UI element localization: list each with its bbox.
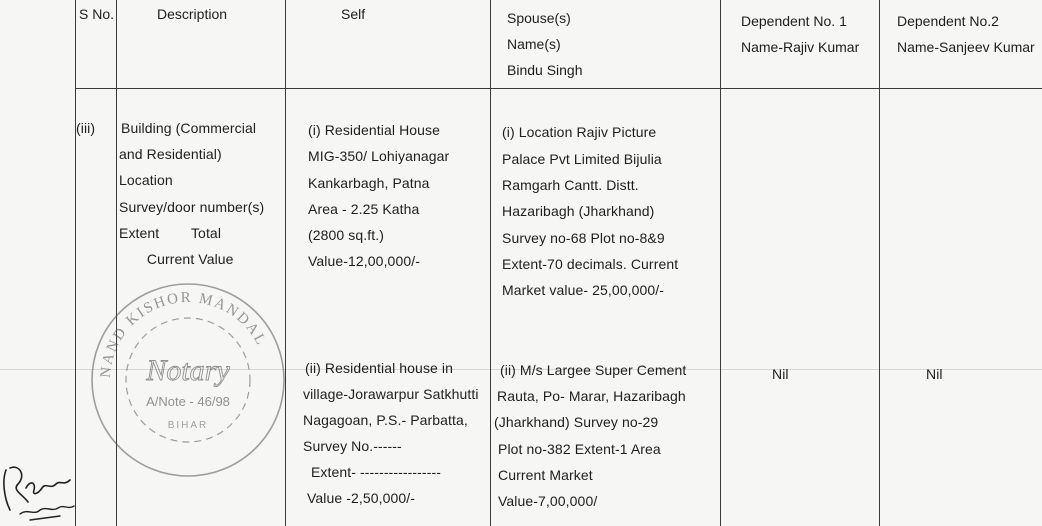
spouse-2-value: Value-7,00,000/ bbox=[498, 493, 598, 509]
description-line: Location bbox=[119, 172, 173, 188]
description-line: Current Value bbox=[119, 251, 234, 267]
header-dep2-line: Dependent No.2 bbox=[897, 13, 999, 29]
stamp-title: Notary bbox=[146, 354, 230, 387]
stamp-name: NAND KISHOR MANDAL bbox=[97, 289, 270, 379]
spouse-1-line: Hazaribagh (Jharkhand) bbox=[502, 203, 655, 219]
header-row-divider bbox=[75, 88, 1042, 89]
spouse-2-line: (Jharkhand) Survey no-29 bbox=[494, 414, 659, 430]
spouse-2-line: Current Market bbox=[498, 467, 593, 483]
spouse-2-line: (ii) M/s Largee Super Cement bbox=[500, 362, 687, 378]
column-divider bbox=[720, 0, 721, 526]
self-1-line: Area - 2.25 Katha bbox=[308, 201, 420, 217]
column-divider bbox=[879, 0, 880, 526]
header-spouse-line: Name(s) bbox=[507, 36, 561, 52]
table-border-left bbox=[75, 0, 76, 526]
header-sno: S No. bbox=[79, 6, 115, 22]
handwritten-signature bbox=[0, 450, 80, 526]
self-2-line: (ii) Residential house in bbox=[305, 360, 454, 376]
spouse-1-line: Extent-70 decimals. Current bbox=[502, 256, 679, 272]
description-line: and Residential) bbox=[119, 146, 222, 162]
notary-stamp bbox=[90, 282, 286, 478]
spouse-1-line: (i) Location Rajiv Picture bbox=[502, 124, 657, 140]
self-1-line: (2800 sq.ft.) bbox=[308, 227, 385, 243]
self-2-line: Nagagoan, P.S.- Parbatta, bbox=[303, 412, 468, 428]
column-divider bbox=[490, 0, 491, 526]
row-sno: (iii) bbox=[76, 120, 96, 136]
header-spouse-line: Spouse(s) bbox=[507, 10, 571, 26]
self-2-value: Value -2,50,000/- bbox=[303, 490, 416, 506]
header-dep1-line: Dependent No. 1 bbox=[741, 13, 847, 29]
stamp-note: A/Note - 46/98 bbox=[146, 394, 230, 409]
dependent-2-value: Nil bbox=[926, 366, 943, 382]
self-2-line: Survey No.------ bbox=[303, 438, 402, 454]
header-dep2-name: Name-Sanjeev Kumar bbox=[897, 39, 1035, 55]
self-1-value: Value-12,00,000/- bbox=[308, 253, 420, 269]
spouse-2-line: Rauta, Po- Marar, Hazaribagh bbox=[497, 388, 686, 404]
dependent-1-value: Nil bbox=[772, 366, 789, 382]
self-1-line: Kankarbagh, Patna bbox=[308, 175, 430, 191]
stamp-place: BIHAR bbox=[167, 420, 209, 431]
self-2-line: Extent- ----------------- bbox=[303, 464, 441, 480]
header-description: Description bbox=[157, 6, 228, 22]
description-line: Building (Commercial bbox=[121, 120, 257, 136]
header-self: Self bbox=[341, 6, 366, 22]
header-dep1-name: Name-Rajiv Kumar bbox=[741, 39, 860, 55]
self-1-line: (i) Residential House bbox=[308, 122, 441, 138]
spouse-1-line: Survey no-68 Plot no-8&9 bbox=[502, 230, 665, 246]
spouse-1-line: Palace Pvt Limited Bijulia bbox=[502, 151, 662, 167]
description-line: Survey/door number(s) bbox=[119, 199, 265, 215]
self-2-line: village-Jorawarpur Satkhutti bbox=[303, 386, 479, 402]
self-1-line: MIG-350/ Lohiyanagar bbox=[308, 148, 450, 164]
header-spouse-name: Bindu Singh bbox=[507, 62, 583, 78]
description-line: Extent Total bbox=[119, 225, 222, 241]
spouse-2-line: Plot no-382 Extent-1 Area bbox=[498, 441, 661, 457]
spouse-1-line: Ramgarh Cantt. Distt. bbox=[502, 177, 639, 193]
spouse-1-value: Market value- 25,00,000/- bbox=[502, 282, 665, 298]
